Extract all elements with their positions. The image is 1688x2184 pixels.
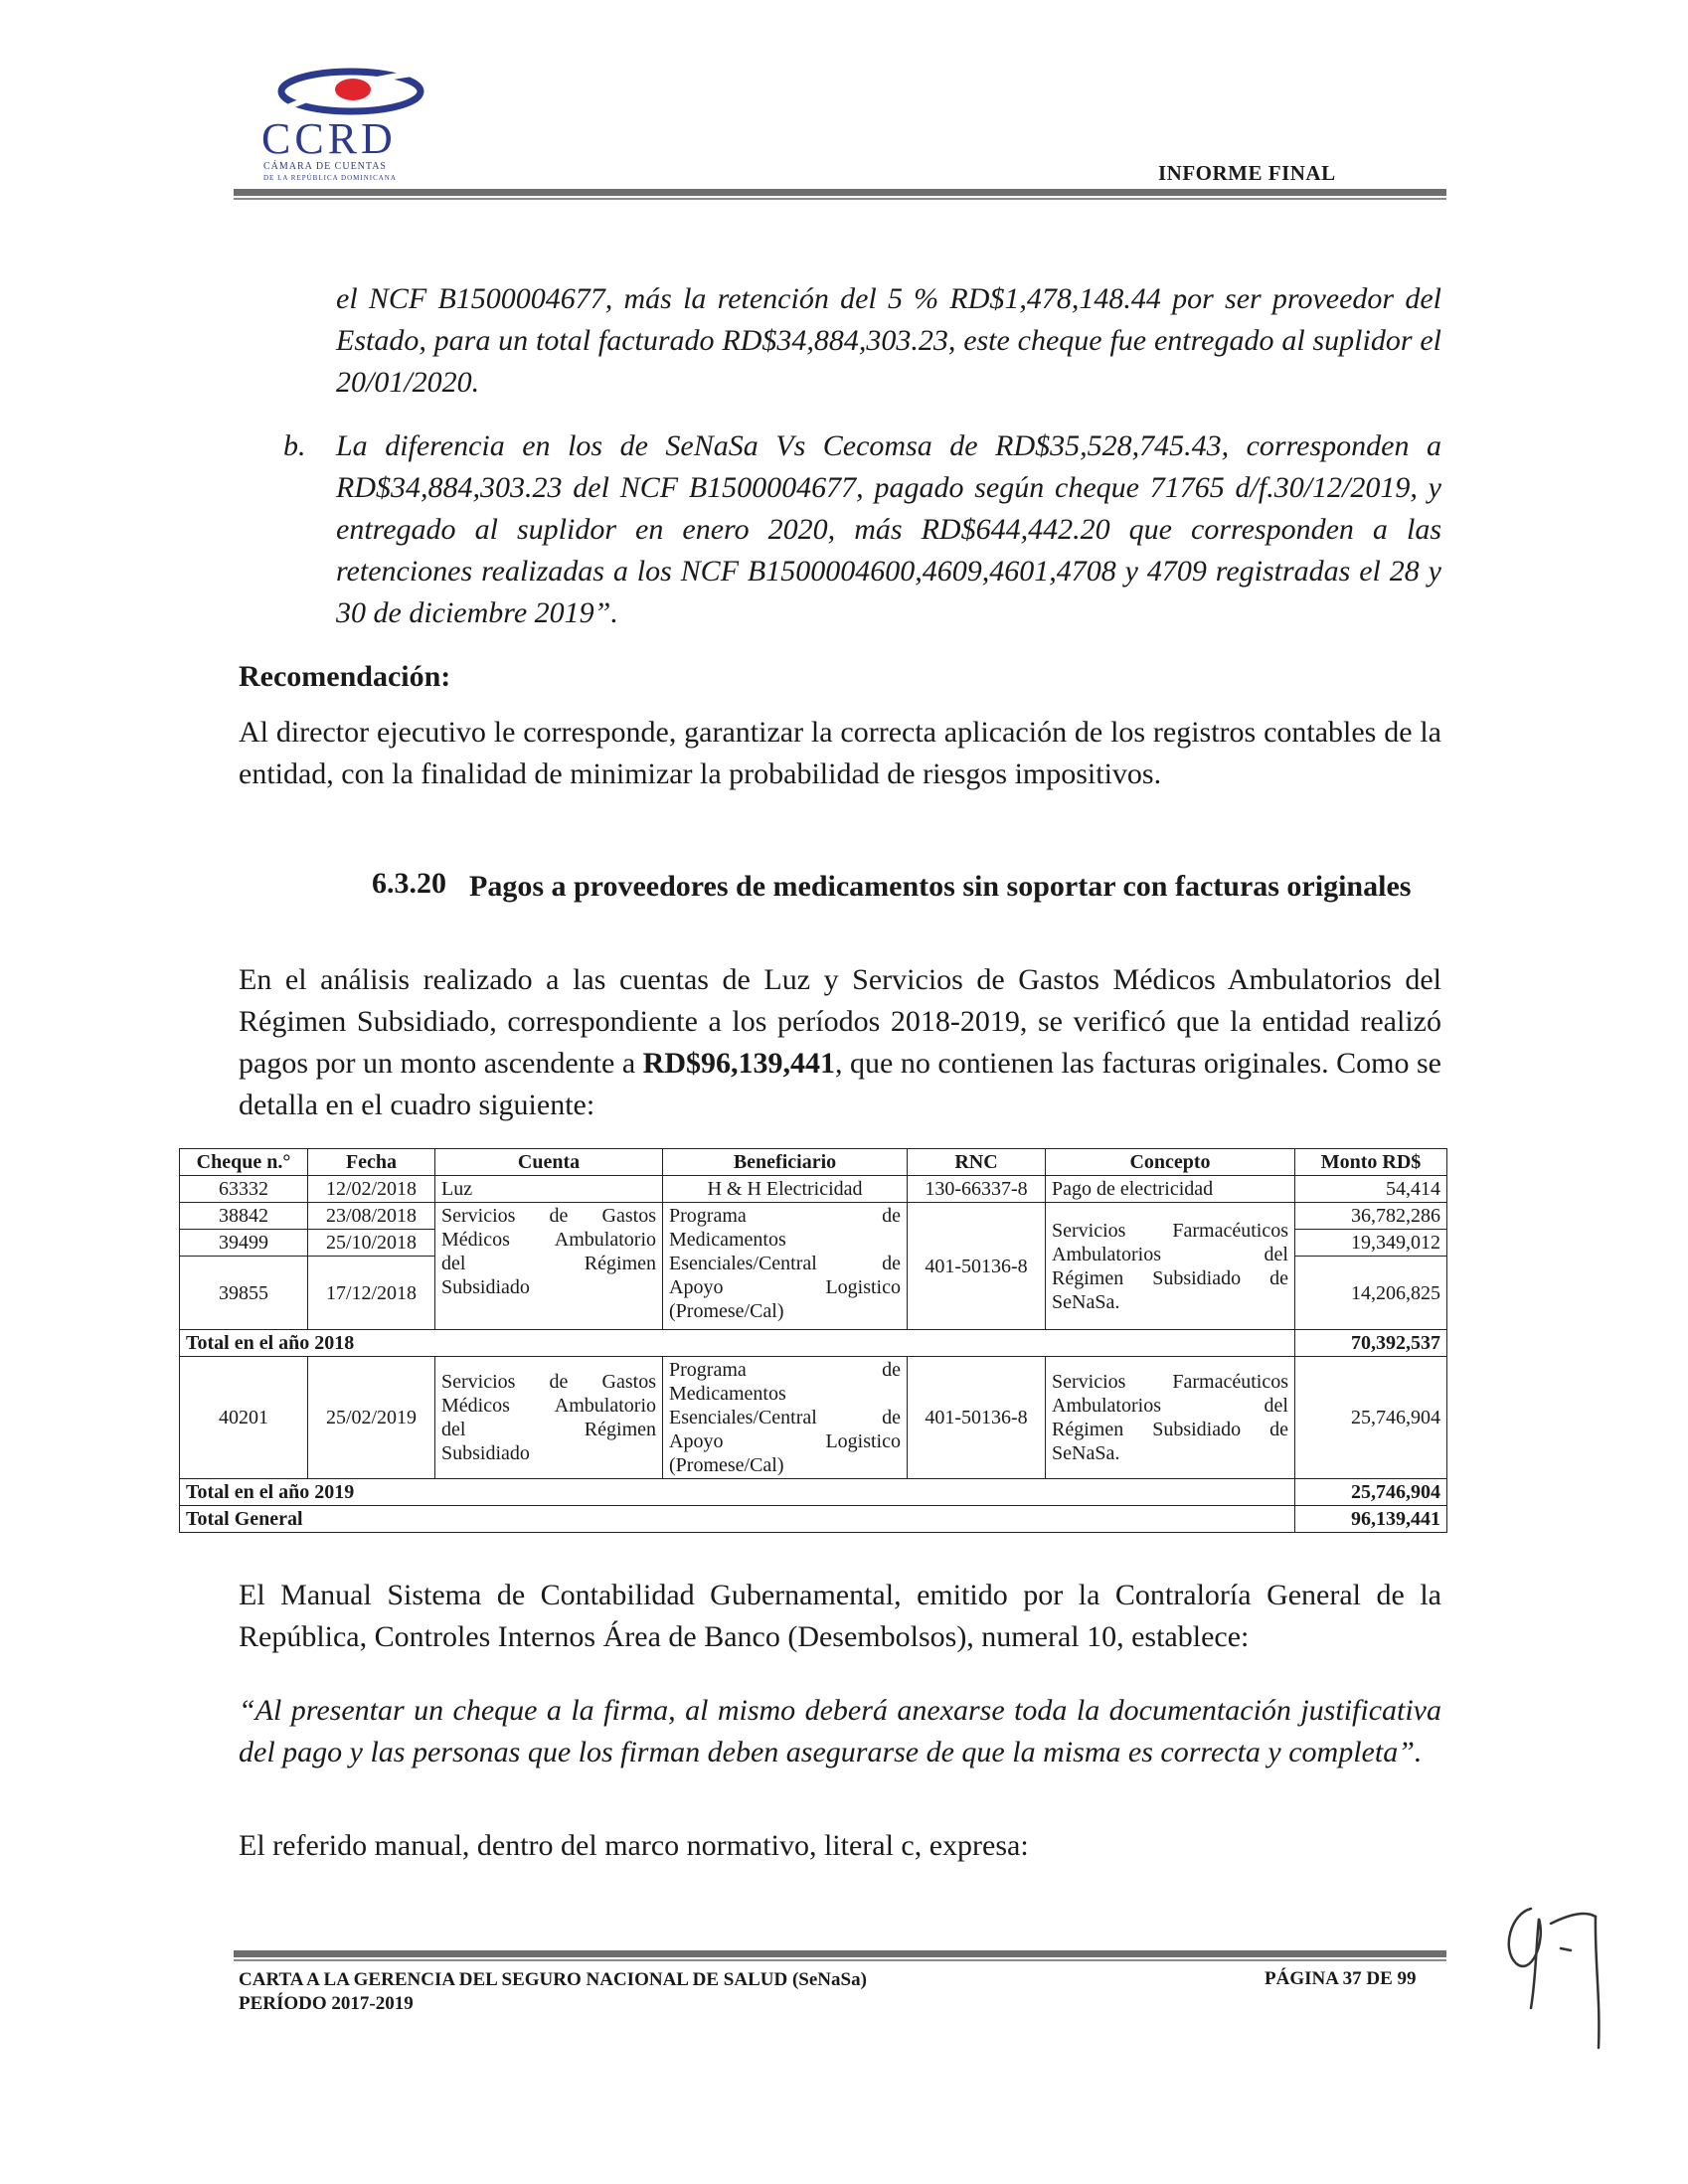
cell-fecha: 25/02/2019	[308, 1357, 435, 1479]
analysis-text-after: , que no contienen las facturas originales. Como se detalla en el cuadro siguiente:	[239, 1047, 1441, 1121]
total-general-row	[180, 1506, 1447, 1533]
cell-monto: 36,782,286	[1295, 1203, 1447, 1230]
header-cuenta: Cuenta	[435, 1149, 663, 1176]
beneficiario-line: Apoyo Logistico	[669, 1276, 901, 1298]
cuenta-line: Servicios de Gastos	[441, 1371, 656, 1393]
ccrd-logo	[253, 62, 492, 186]
total-value: 25,746,904	[1295, 1479, 1447, 1506]
cell-cheque: 39499	[180, 1230, 308, 1257]
total-label: Total General	[180, 1506, 1295, 1533]
concepto-line: Régimen Subsidiado de	[1052, 1266, 1288, 1289]
cell-cheque: 38842	[180, 1203, 308, 1230]
cell-cuenta	[435, 1203, 663, 1330]
cell-concepto	[1046, 1203, 1295, 1330]
signature-icon	[1491, 1889, 1620, 2053]
total-label: Total en el año 2018	[180, 1330, 1295, 1357]
cell-fecha: 25/10/2018	[308, 1230, 435, 1257]
section-title: Pagos a proveedores de medicamentos sin soportar con facturas originales	[469, 870, 1412, 903]
analysis-paragraph	[239, 959, 1441, 1126]
cell-fecha: 17/12/2018	[308, 1257, 435, 1330]
header-cheque: Cheque n.°	[180, 1149, 308, 1176]
analysis-amount: RD$96,139,441	[642, 1047, 836, 1080]
header-concepto: Concepto	[1046, 1149, 1295, 1176]
concepto-line: Ambulatorios del	[1052, 1395, 1288, 1417]
recommendation-text: Al director ejecutivo le corresponde, garantizar la correcta aplicación de los registros contables de la entidad, con la finalidad de minimizar la probabilidad de riesgos impositivos.	[239, 716, 1441, 790]
total-label: Total en el año 2019	[180, 1479, 1295, 1506]
concepto-line: Servicios Farmacéuticos	[1052, 1371, 1288, 1393]
table-header-row	[180, 1149, 1447, 1176]
cell-monto: 54,414	[1295, 1176, 1447, 1203]
footer-rule	[234, 1950, 1446, 1957]
cell-cuenta	[435, 1357, 663, 1479]
header-rule	[234, 189, 1446, 196]
total-value: 96,139,441	[1295, 1506, 1447, 1533]
cuenta-line: Servicios de Gastos	[441, 1205, 656, 1227]
cell-rnc: 130-66337-8	[908, 1176, 1046, 1203]
header-rnc: RNC	[908, 1149, 1046, 1176]
beneficiario-line: Programa de	[669, 1359, 901, 1381]
footer-line-2: PERÍODO 2017-2019	[239, 1993, 414, 2014]
beneficiario-line: Medicamentos	[669, 1383, 786, 1405]
cell-concepto	[1046, 1357, 1295, 1479]
header-rule-thin	[234, 198, 1446, 200]
header-fecha: Fecha	[308, 1149, 435, 1176]
handwritten-initials	[1491, 1889, 1620, 2053]
cuenta-line: Subsidiado	[441, 1442, 530, 1464]
cuenta-line: Médicos Ambulatorio	[441, 1395, 656, 1417]
list-item-b-text: La diferencia en los de SeNaSa Vs Cecomsa de RD$35,528,745.43, corresponden a RD$34,884,303.23 del NCF B1500004677, pagado según cheque 71765 d/f.30/12/2019, y entregado al suplidor en enero 2020, más RD$644,442.20 que corresponden a las retenciones realizadas a los NCF B1500004600,4609,4601,4708 y 4709 registradas el 28 y 30 de diciembre 2019”.	[336, 429, 1441, 629]
cell-beneficiario	[663, 1203, 908, 1330]
quote-continuation: el NCF B1500004677, más la retención del 5 % RD$1,478,148.44 por ser proveedor del Estado, para un total facturado RD$34,884,303.23, este cheque fue entregado al suplidor el 20/01/2020.	[336, 282, 1441, 399]
total-value: 70,392,537	[1295, 1330, 1447, 1357]
cuenta-line: Subsidiado	[441, 1276, 530, 1298]
manual-paragraph: El Manual Sistema de Contabilidad Gubernamental, emitido por la Contraloría General de la República, Controles Internos Área de Banco (Desembolsos), numeral 10, establece:	[239, 1579, 1441, 1653]
list-item-letter: b.	[283, 429, 306, 462]
beneficiario-line: Apoyo Logistico	[669, 1430, 901, 1452]
analysis-text-before: En el análisis realizado a las cuentas de Luz y Servicios de Gastos Médicos Ambulatorios del Régimen Subsidiado, correspondiente a los períodos 2018-2019, se verificó que la entidad realizó pagos por un monto ascendente a	[239, 963, 1441, 1080]
cell-cheque: 39855	[180, 1257, 308, 1330]
footer-rule-thin	[234, 1959, 1446, 1961]
cell-rnc: 401-50136-8	[908, 1357, 1046, 1479]
cell-beneficiario	[663, 1357, 908, 1479]
concepto-line: SeNaSa.	[1052, 1442, 1120, 1464]
cell-fecha: 12/02/2018	[308, 1176, 435, 1203]
section-number: 6.3.20	[372, 867, 446, 900]
cell-cheque: 63332	[180, 1176, 308, 1203]
header-label: INFORME FINAL	[1158, 161, 1336, 185]
cell-rnc: 401-50136-8	[908, 1203, 1046, 1330]
cuenta-line: Médicos Ambulatorio	[441, 1229, 656, 1251]
table-row	[180, 1357, 1447, 1479]
cell-monto: 19,349,012	[1295, 1230, 1447, 1257]
reference-paragraph: El referido manual, dentro del marco normativo, literal c, expresa:	[239, 1829, 1029, 1862]
cell-cheque: 40201	[180, 1357, 308, 1479]
beneficiario-line: (Promese/Cal)	[669, 1300, 784, 1322]
cell-cuenta: Luz	[435, 1176, 663, 1203]
concepto-line: Ambulatorios del	[1052, 1243, 1288, 1265]
table-row	[180, 1176, 1447, 1203]
beneficiario-line: Programa de	[669, 1205, 901, 1227]
beneficiario-line: Medicamentos	[669, 1229, 786, 1251]
header-beneficiario: Beneficiario	[663, 1149, 908, 1176]
cuenta-line: del Régimen	[441, 1419, 656, 1440]
beneficiario-line: (Promese/Cal)	[669, 1454, 784, 1476]
payments-table	[179, 1148, 1447, 1533]
beneficiario-line: Esenciales/Central de	[669, 1253, 901, 1274]
cell-beneficiario: H & H Electricidad	[663, 1176, 908, 1203]
page-number: PÁGINA 37 DE 99	[1265, 1968, 1417, 1989]
cell-monto: 14,206,825	[1295, 1257, 1447, 1330]
logo-emblem-icon	[253, 62, 492, 186]
logo-subtitle-1: CÁMARA DE CUENTAS	[263, 161, 387, 172]
cell-concepto: Pago de electricidad	[1046, 1176, 1295, 1203]
footer-line-1: CARTA A LA GERENCIA DEL SEGURO NACIONAL DE SALUD (SeNaSa)	[239, 1969, 867, 1990]
total-row-2018	[180, 1330, 1447, 1357]
header-monto: Monto RD$	[1295, 1149, 1447, 1176]
concepto-line: SeNaSa.	[1052, 1290, 1120, 1313]
concepto-line: Régimen Subsidiado de	[1052, 1419, 1288, 1440]
recommendation-heading: Recomendación:	[239, 660, 451, 693]
cell-fecha: 23/08/2018	[308, 1203, 435, 1230]
manual-quote: “Al presentar un cheque a la firma, al mismo deberá anexarse toda la documentación justificativa del pago y las personas que los firman deben asegurarse de que la misma es correcta y completa”.	[239, 1694, 1441, 1768]
beneficiario-line: Esenciales/Central de	[669, 1407, 901, 1428]
footer-info	[239, 1968, 867, 2016]
cuenta-line: del Régimen	[441, 1253, 656, 1274]
logo-subtitle-2: DE LA REPÚBLICA DOMINICANA	[263, 174, 397, 182]
cell-monto: 25,746,904	[1295, 1357, 1447, 1479]
logo-text: CCRD	[261, 114, 397, 163]
concepto-line: Servicios Farmacéuticos	[1052, 1219, 1288, 1242]
table-row	[180, 1203, 1447, 1230]
total-row-2019	[180, 1479, 1447, 1506]
